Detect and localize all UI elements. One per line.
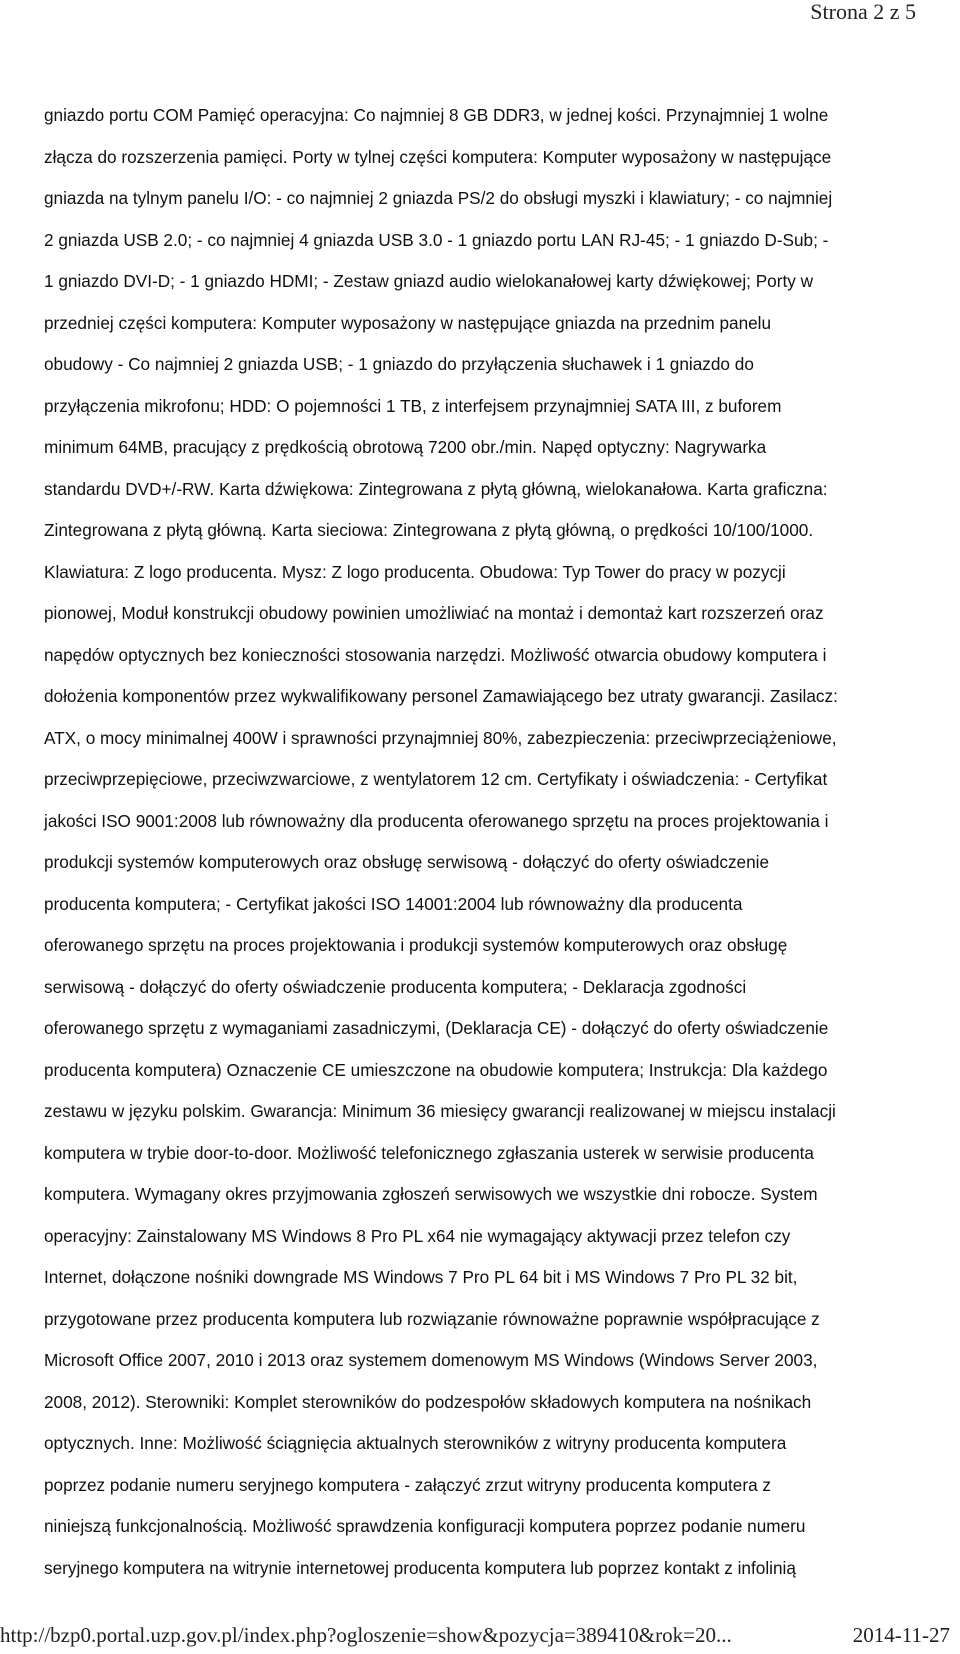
document-body [44,95,924,1589]
text-line: zestawu w języku polskim. Gwarancja: Minimum 36 miesięcy gwarancji realizowanej w miejscu instalacji [44,1101,836,1121]
text-line: Klawiatura: Z logo producenta. Mysz: Z logo producenta. Obudowa: Typ Tower do pracy w pozycji [44,561,786,582]
text-line: optycznych. Inne: Możliwość ściągnięcia aktualnych sterowników z witryny producenta komputera [44,1433,787,1453]
text-line: 2 gniazda USB 2.0; - co najmniej 4 gniazda USB 3.0 - 1 gniazdo portu LAN RJ-45; - 1 gniazdo D-Sub; - [44,229,829,250]
text-line: Microsoft Office 2007, 2010 i 2013 oraz systemem domenowym MS Windows (Windows Server 2003, [44,1350,818,1370]
text-line: obudowy - Co najmniej 2 gniazda USB; - 1 gniazdo do przyłączenia słuchawek i 1 gniazdo do [44,354,754,374]
text-line: poprzez podanie numeru seryjnego komputera - załączyć zrzut witryny producenta komputera z [44,1474,772,1495]
text-line: przedniej części komputera: Komputer wyposażony w następujące gniazda na przednim panelu [44,312,772,333]
text-line: oferowanego sprzętu na proces projektowania i produkcji systemów komputerowych oraz obsługę [44,935,788,955]
text-line: seryjnego komputera na witrynie internetowej producenta komputera lub poprzez kontakt z infolinią [44,1557,796,1578]
text-line: komputera. Wymagany okres przyjmowania zgłoszeń serwisowych we wszystkie dni robocze. System [44,1184,818,1204]
text-line: standardu DVD+/-RW. Karta dźwiękowa: Zintegrowana z płytą główną, wielokanałowa. Karta graficzna: [44,478,828,499]
text-line: przygotowane przez producenta komputera lub rozwiązanie równoważne poprawnie współpracujące z [44,1308,820,1329]
text-line: producenta komputera) Oznaczenie CE umieszczone na obudowie komputera; Instrukcja: Dla każdego [44,1059,828,1080]
text-line: Internet, dołączone nośniki downgrade MS Windows 7 Pro PL 64 bit i MS Windows 7 Pro PL 32 bit, [44,1267,798,1287]
text-line: niniejszą funkcjonalnością. Możliwość sprawdzenia konfiguracji komputera poprzez podanie numeru [44,1516,806,1536]
text-line: gniazda na tylnym panelu I/O: - co najmniej 2 gniazda PS/2 do obsługi myszki i klawiatury; - co najmniej [44,188,833,208]
text-line: serwisową - dołączyć do oferty oświadczenie producenta komputera; - Deklaracja zgodności [44,976,747,997]
text-line: oferowanego sprzętu z wymaganiami zasadniczymi, (Deklaracja CE) - dołączyć do oferty oświadczenie [44,1018,829,1038]
text-line: ATX, o mocy minimalnej 400W i sprawności przynajmniej 80%, zabezpieczenia: przeciwprzeciążeniowe, [44,727,837,748]
text-line: 2008, 2012). Sterowniki: Komplet sterowników do podzespołów składowych komputera na nośnikach [44,1391,812,1412]
text-line: dołożenia komponentów przez wykwalifikowany personel Zamawiającego bez utraty gwarancji. Zasilacz: [44,686,838,706]
page-number-header: Strona 2 z 5 [810,0,916,24]
text-line: złącza do rozszerzenia pamięci. Porty w tylnej części komputera: Komputer wyposażony w następujące [44,146,832,167]
text-line: jakości ISO 9001:2008 lub równoważny dla producenta oferowanego sprzętu na proces projektowania i [44,810,829,831]
text-line: 1 gniazdo DVI-D; - 1 gniazdo HDMI; - Zestaw gniazd audio wielokanałowej karty dźwiękowej; Porty w [44,271,813,291]
text-line: komputera w trybie door-to-door. Możliwość telefonicznego zgłaszania usterek w serwisie producenta [44,1142,814,1163]
text-line: produkcji systemów komputerowych oraz obsługę serwisową - dołączyć do oferty oświadczenie [44,852,770,872]
text-line: Zintegrowana z płytą główną. Karta sieciowa: Zintegrowana z płytą główną, o prędkości 10/100/1000. [44,520,814,540]
text-line: przeciwprzepięciowe, przeciwzwarciowe, z wentylatorem 12 cm. Certyfikaty i oświadczenia: - Certyfikat [44,769,828,789]
text-line: napędów optycznych bez konieczności stosowania narzędzi. Możliwość otwarcia obudowy komputera i [44,644,827,665]
text-line: minimum 64MB, pracujący z prędkością obrotową 7200 obr./min. Napęd optyczny: Nagrywarka [44,437,767,457]
text-line: operacyjny: Zainstalowany MS Windows 8 Pro PL x64 nie wymagający aktywacji przez telefon czy [44,1225,791,1246]
text-line: pionowej, Moduł konstrukcji obudowy powinien umożliwiać na montaż i demontaż kart rozszerzeń oraz [44,603,824,623]
text-line: przyłączenia mikrofonu; HDD: O pojemności 1 TB, z interfejsem przynajmniej SATA III, z buforem [44,395,782,416]
footer-date: 2014-11-27 [852,1623,950,1647]
text-line: gniazdo portu COM Pamięć operacyjna: Co najmniej 8 GB DDR3, w jednej kości. Przynajmniej 1 wolne [44,105,829,125]
footer-url[interactable]: http://bzp0.portal.uzp.gov.pl/index.php?ogloszenie=show&pozycja=389410&rok=20... [0,1623,732,1647]
text-line: producenta komputera; - Certyfikat jakości ISO 14001:2004 lub równoważny dla producenta [44,893,743,914]
page-footer [0,1620,960,1654]
